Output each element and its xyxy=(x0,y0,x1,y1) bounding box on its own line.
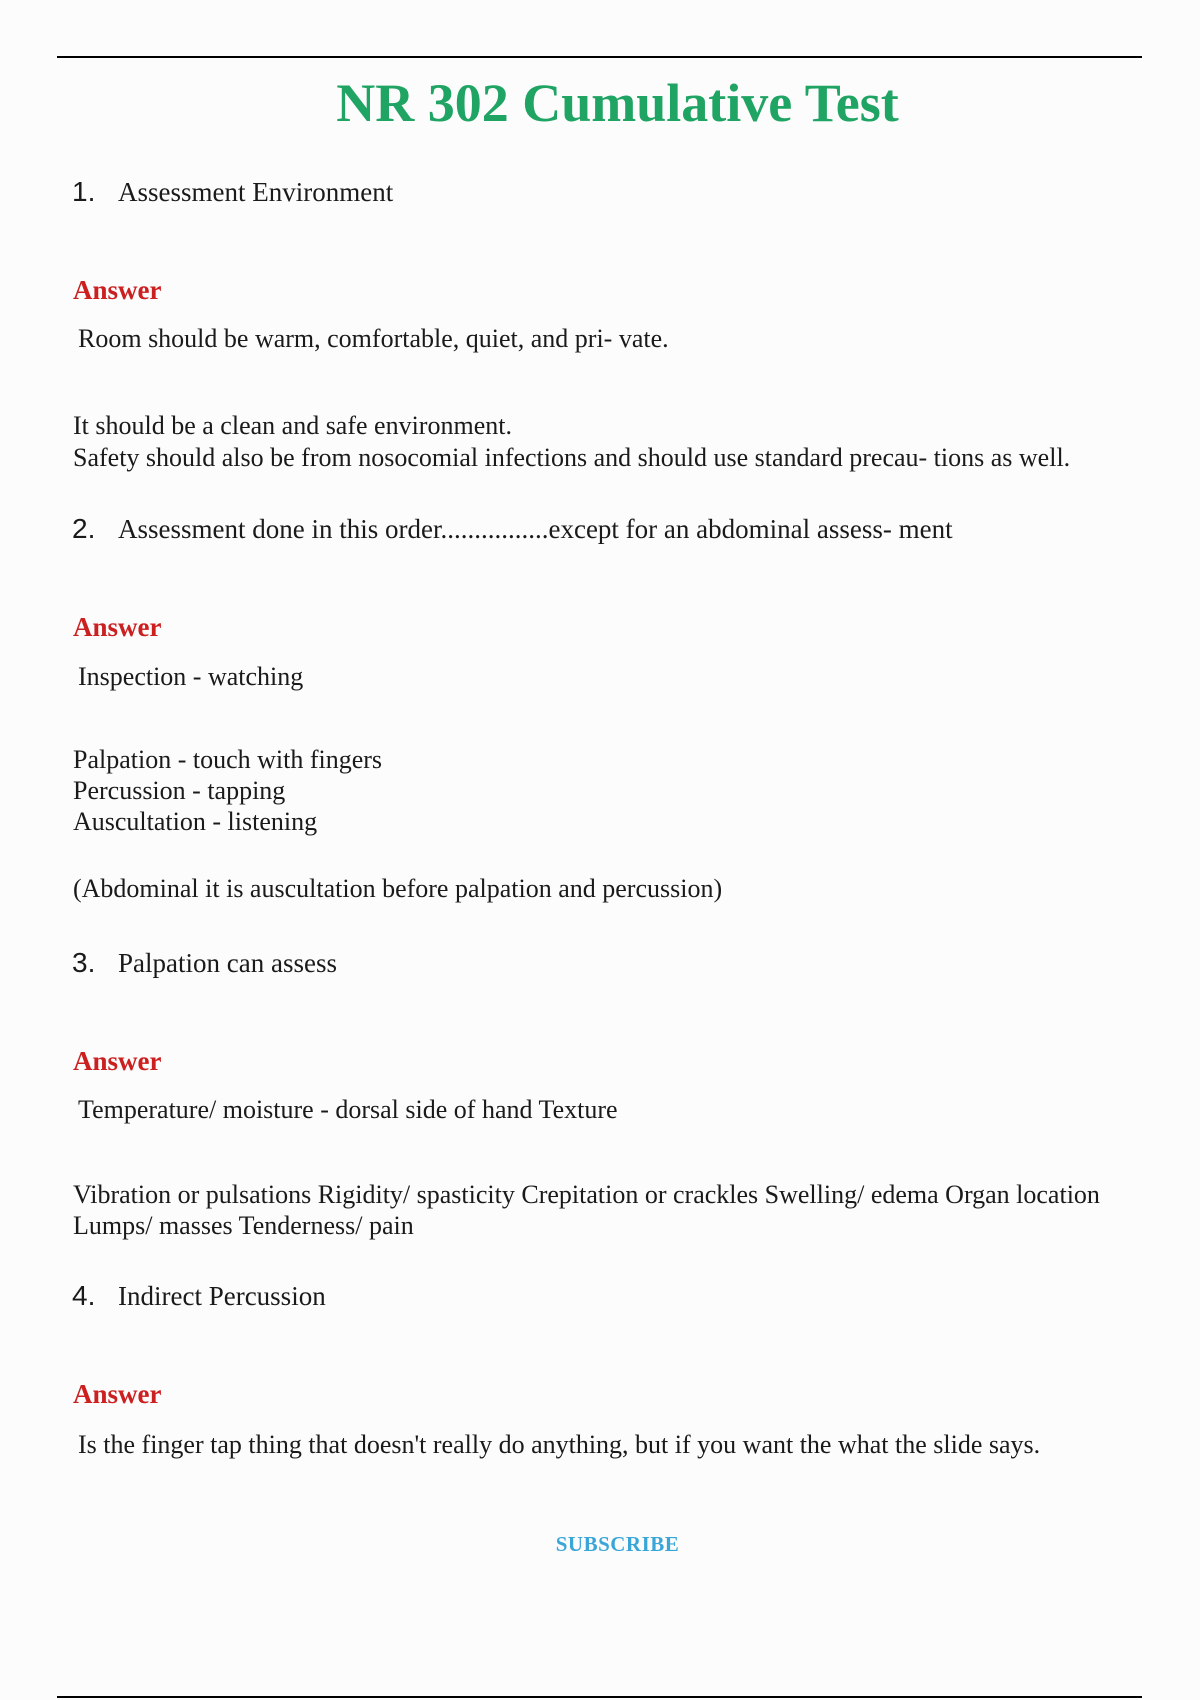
answer-3-line-1: Temperature/ moisture - dorsal side of hand Texture xyxy=(78,1095,618,1124)
question-text: Indirect Percussion xyxy=(118,1281,326,1311)
answer-2-line-1: Inspection - watching xyxy=(78,662,304,691)
answer-1-line-2: It should be a clean and safe environment. xyxy=(73,411,512,440)
question-number: 2. xyxy=(72,513,96,544)
question-3 xyxy=(72,947,337,979)
answer-1-line-1: Room should be warm, comfortable, quiet, and pri- vate. xyxy=(78,324,669,353)
subscribe-link[interactable]: SUBSCRIBE xyxy=(555,1532,680,1556)
answer-4-line-1: Is the finger tap thing that doesn't really do anything, but if you want the what the slide says. xyxy=(78,1430,1041,1459)
question-text: Assessment Environment xyxy=(118,177,394,207)
top-rule xyxy=(57,56,1142,58)
bottom-rule xyxy=(57,1696,1142,1698)
answer-2-line-4: Auscultation - listening xyxy=(73,807,318,836)
question-1 xyxy=(72,176,393,208)
answer-label-4: Answer xyxy=(73,1379,162,1409)
answer-2-line-2: Palpation - touch with fingers xyxy=(73,745,383,774)
answer-label-1: Answer xyxy=(73,275,162,305)
answer-2-line-5: (Abdominal it is auscultation before palpation and percussion) xyxy=(73,874,723,903)
question-text: Palpation can assess xyxy=(118,948,337,978)
answer-label-2: Answer xyxy=(73,612,162,642)
question-number: 1. xyxy=(72,176,96,207)
document-title: NR 302 Cumulative Test xyxy=(336,73,899,133)
question-number: 4. xyxy=(72,1280,96,1311)
question-4 xyxy=(72,1280,326,1312)
answer-label-3: Answer xyxy=(73,1046,162,1076)
answer-2-line-3: Percussion - tapping xyxy=(73,776,286,805)
question-2 xyxy=(72,513,953,545)
question-number: 3. xyxy=(72,947,96,978)
question-text: Assessment done in this order................except for an abdominal assess- ment xyxy=(118,514,953,544)
answer-3-line-2: Vibration or pulsations Rigidity/ spasticity Crepitation or crackles Swelling/ edema Organ location xyxy=(73,1180,1100,1209)
answer-1-line-3: Safety should also be from nosocomial infections and should use standard precau- tions as well. xyxy=(73,443,1071,472)
answer-3-line-3: Lumps/ masses Tenderness/ pain xyxy=(73,1211,414,1240)
